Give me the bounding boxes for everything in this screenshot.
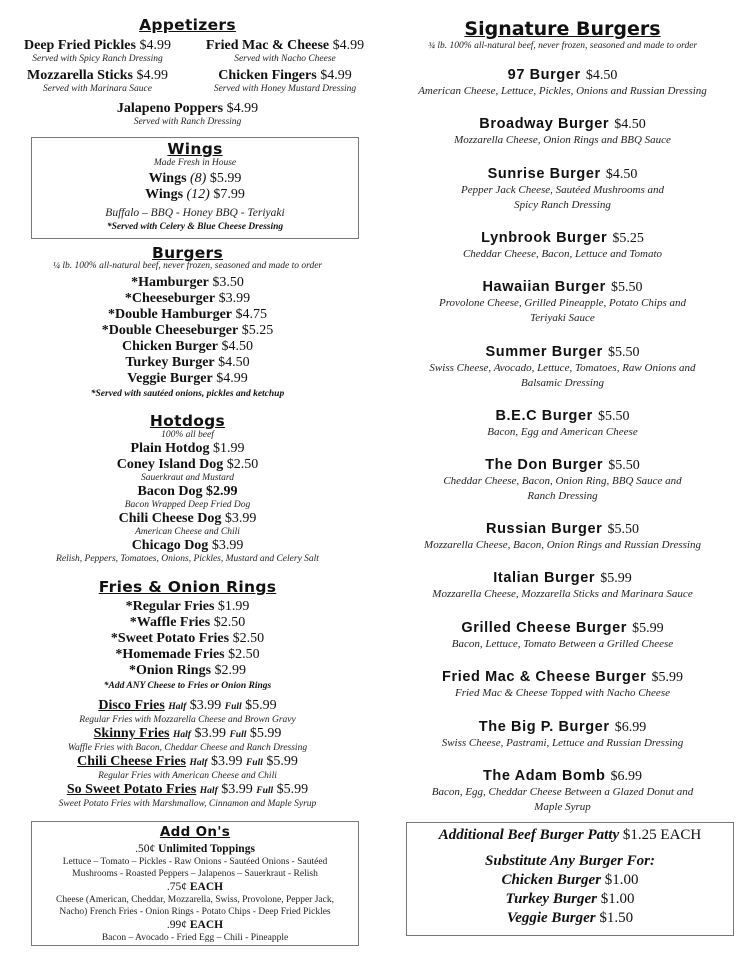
item-desc: Mozzarella Cheese, Bacon, Onion Rings and Russian Dressing (424, 539, 701, 551)
item-desc: Cheddar Cheese, Bacon, Lettuce and Tomato (462, 248, 663, 260)
item-name: Sunrise Burger (487, 166, 601, 182)
full-price: $5.99 (276, 782, 309, 797)
item-price: $2.99 (205, 484, 238, 499)
substitute-item (407, 871, 733, 890)
item-name: *Waffle Fries (129, 615, 211, 630)
burger-item (0, 371, 375, 387)
fries-item (0, 599, 375, 615)
burger-item (0, 339, 375, 355)
item-desc: Cheddar Cheese, Bacon, Onion Ring, BBQ Sauce and (443, 475, 682, 487)
addon-label: EACH (189, 881, 224, 893)
signature-item (375, 64, 750, 99)
item-name: Italian Burger (493, 570, 596, 586)
item-price: $7.99 (213, 187, 245, 202)
item-name: Lynbrook Burger (481, 230, 608, 246)
addon-items: Lettuce – Tomato – Pickles - Raw Onions - Sautéed Onions - Sautéed (62, 857, 328, 867)
appetizer-item (0, 38, 195, 65)
addon-group (32, 918, 358, 944)
signature-item (375, 716, 750, 751)
item-desc: Served with Nacho Cheese (234, 54, 336, 64)
item-desc: Teriyaki Sauce (530, 312, 595, 324)
appetizer-item (0, 101, 375, 128)
wings-item (32, 187, 358, 203)
item-price: $1.00 (604, 872, 639, 888)
hotdog-item (0, 538, 375, 554)
signature-item (375, 276, 750, 326)
signature-item (375, 617, 750, 652)
item-price: $4.99 (136, 68, 168, 83)
item-price: $3.99 (218, 291, 251, 306)
hotdog-item (0, 511, 375, 527)
item-name: The Big P. Burger (478, 719, 610, 735)
wings-flavors: Buffalo – BBQ - Honey BBQ - Teriyaki (105, 207, 285, 219)
burger-item (0, 355, 375, 371)
item-name: Chicken Burger (121, 339, 219, 354)
item-desc: Regular Fries with Mozzarella Cheese and Brown Gravy (79, 715, 296, 725)
item-price: $5.50 (607, 522, 639, 537)
item-name: *Regular Fries (125, 599, 215, 614)
full-label: Full (229, 730, 247, 740)
fries-heading: Fries & Onion Rings (98, 578, 277, 596)
signature-subtitle: ¾ lb. 100% all-natural beef, never frozen, seasoned and made to order (427, 41, 698, 51)
wings-subtitle: Made Fresh in House (153, 158, 237, 168)
item-name: Wings (148, 171, 187, 186)
addon-items: Cheese (American, Cheddar, Mozzarella, Swiss, Provolone, Pepper Jack, (56, 895, 334, 905)
half-label: Half (199, 786, 218, 796)
item-price: $5.25 (612, 231, 644, 246)
item-price: $2.99 (214, 663, 247, 678)
item-name: Disco Fries (98, 698, 165, 713)
item-desc: Sauerkraut and Mustard (140, 473, 235, 483)
signature-item (375, 518, 750, 553)
item-price: $4.50 (614, 117, 646, 132)
hotdog-item (0, 457, 375, 473)
item-price: $4.99 (216, 371, 248, 386)
substitute-item (407, 909, 733, 928)
item-price: $3.99 (211, 538, 244, 553)
item-name: Summer Burger (485, 344, 603, 360)
full-price: $5.99 (266, 754, 298, 769)
item-price: $5.50 (598, 409, 630, 424)
item-price: $3.99 (224, 511, 257, 526)
item-price: $4.99 (332, 38, 365, 53)
item-desc: Pepper Jack Cheese, Sautéed Mushrooms and (460, 184, 665, 196)
fries-item (0, 647, 375, 663)
fries-note: *Add ANY Cheese to Fries or Onion Rings (103, 681, 272, 691)
item-desc: Fried Mac & Cheese Topped with Nacho Cheese (455, 687, 670, 699)
addon-items: Nacho) French Fries - Onion Rings - Potato Chips - Deep Fried Pickles (59, 907, 331, 917)
fries-list (0, 599, 375, 679)
fries-item (0, 615, 375, 631)
addon-label: Unlimited Toppings (158, 843, 255, 855)
patty-price: $1.25 EACH (622, 827, 702, 843)
item-desc: Waffle Fries with Bacon, Cheddar Cheese and Ranch Dressing (67, 743, 308, 753)
item-desc: Swiss Cheese, Pastrami, Lettuce and Russian Dressing (441, 737, 684, 749)
item-name: Veggie Burger (506, 910, 596, 926)
wings-note: *Served with Celery & Blue Cheese Dressing (106, 222, 284, 232)
item-name: Hawaiian Burger (482, 279, 606, 295)
item-price: $4.99 (139, 38, 171, 53)
appetizer-item (195, 38, 375, 65)
full-price: $5.99 (249, 726, 282, 741)
item-price: $4.50 (218, 355, 250, 370)
addon-group (32, 842, 358, 880)
item-name: *Cheeseburger (124, 291, 216, 306)
item-price: $2.50 (232, 631, 265, 646)
item-price: $5.25 (241, 323, 274, 338)
item-name: Broadway Burger (479, 116, 610, 132)
signature-item (375, 163, 750, 213)
burgers-note: *Served with sautéed onions, pickles and ketchup (90, 389, 285, 399)
item-name: Bacon Dog (137, 484, 203, 499)
loaded-fries-item (0, 726, 375, 743)
wings-heading: Wings (167, 140, 223, 158)
loaded-fries-item (0, 698, 375, 715)
hotdogs-list (0, 441, 375, 565)
fries-item (0, 631, 375, 647)
full-label: Full (245, 758, 263, 768)
item-name: Turkey Burger (505, 891, 598, 907)
item-name: Fried Mac & Cheese (205, 38, 330, 53)
addon-items: Mushrooms - Roasted Peppers – Jalapenos – Sauerkraut - Relish (72, 869, 318, 879)
addon-price: .75¢ (166, 881, 187, 893)
item-desc: Relish, Peppers, Tomatoes, Onions, Pickles, Mustard and Celery Salt (56, 554, 319, 564)
item-desc: Provolone Cheese, Grilled Pineapple, Potato Chips and (438, 297, 687, 309)
item-name: The Don Burger (485, 457, 604, 473)
item-desc: Bacon, Lettuce, Tomato Between a Grilled Cheese (451, 638, 674, 650)
wings-box (31, 137, 359, 239)
item-name: *Double Hamburger (107, 307, 233, 322)
item-desc: Sweet Potato Fries with Marshmallow, Cinnamon and Maple Syrup (58, 799, 317, 809)
item-desc: Balsamic Dressing (520, 377, 604, 389)
item-name: *Sweet Potato Fries (110, 631, 230, 646)
item-price: $2.50 (228, 647, 260, 662)
item-price: $5.50 (608, 458, 640, 473)
item-name: Chicken Burger (501, 872, 602, 888)
signature-item (375, 666, 750, 701)
item-desc: Bacon, Egg and American Cheese (487, 426, 638, 438)
item-name: *Homemade Fries (115, 647, 225, 662)
additional-patty (407, 826, 733, 845)
item-name: 97 Burger (507, 67, 581, 83)
item-name: Skinny Fries (93, 726, 170, 741)
item-name: B.E.C Burger (495, 408, 593, 424)
item-price: $2.50 (213, 615, 246, 630)
item-price: $5.99 (651, 670, 683, 685)
item-price: $5.50 (611, 280, 643, 295)
item-price: $4.50 (585, 68, 618, 83)
item-price: $5.50 (607, 345, 640, 360)
item-count: (12) (186, 187, 210, 202)
hotdogs-heading: Hotdogs (149, 412, 226, 430)
burger-item (0, 291, 375, 307)
item-name: Russian Burger (486, 521, 603, 537)
item-name: Wings (145, 187, 184, 202)
appetizer-item (0, 68, 195, 95)
item-name: Turkey Burger (125, 355, 215, 370)
item-name: Chicken Fingers (218, 68, 317, 83)
item-price: $5.99 (209, 171, 242, 186)
addon-price: .50¢ (135, 843, 156, 855)
signature-item (375, 227, 750, 262)
item-name: Deep Fried Pickles (24, 38, 136, 53)
item-price: $1.50 (599, 910, 634, 926)
item-desc: Swiss Cheese, Avocado, Lettuce, Tomatoes, Raw Onions and (429, 362, 696, 374)
addon-price: .99¢ (166, 919, 187, 931)
loaded-fries-item (0, 782, 375, 799)
half-label: Half (168, 702, 187, 712)
item-desc: Regular Fries with American Cheese and Chili (98, 771, 277, 781)
half-price: $3.99 (221, 782, 253, 797)
addon-group (32, 880, 358, 918)
full-label: Full (256, 786, 274, 796)
item-price: $5.99 (632, 621, 664, 636)
addon-items: Bacon – Avocado - Fried Egg – Chili - Pineapple (101, 933, 289, 943)
full-price: $5.99 (245, 698, 277, 713)
item-name: Jalapeno Poppers (116, 101, 224, 116)
item-name: Chicago Dog (131, 538, 209, 553)
item-desc: Mozzarella Cheese, Mozzarella Sticks and Marinara Sauce (432, 588, 693, 600)
appetizers-heading: Appetizers (139, 16, 236, 34)
item-price: $4.99 (320, 68, 352, 83)
item-price: $6.99 (614, 720, 647, 735)
substitute-title-text: Substitute Any Burger For: (485, 853, 655, 869)
signature-item (375, 405, 750, 440)
item-name: The Adam Bomb (482, 768, 606, 784)
item-price: $1.99 (212, 441, 245, 456)
half-price: $3.99 (194, 726, 226, 741)
signature-item (375, 113, 750, 148)
signature-item (375, 454, 750, 504)
hotdog-item (0, 441, 375, 457)
fries-item (0, 663, 375, 679)
item-name: Grilled Cheese Burger (461, 620, 628, 636)
item-name: *Hamburger (131, 275, 209, 290)
item-desc: Ranch Dressing (527, 490, 598, 502)
half-label: Half (189, 758, 208, 768)
item-price: $3.50 (212, 275, 244, 290)
burger-item (0, 323, 375, 339)
signature-heading: Signature Burgers (464, 18, 661, 40)
burgers-subtitle: ¼ lb. 100% all-natural beef, never frozen, seasoned and made to order (52, 261, 323, 271)
item-price: $4.99 (226, 101, 259, 116)
item-desc: Mozzarella Cheese, Onion Rings and BBQ Sauce (454, 134, 671, 146)
burger-item (0, 307, 375, 323)
addons-box (31, 821, 359, 946)
substitute-title (407, 852, 733, 871)
item-price: $4.75 (235, 307, 268, 322)
half-price: $3.99 (210, 754, 243, 769)
item-price: $1.00 (600, 891, 635, 907)
addons-heading: Add On's (159, 824, 231, 840)
item-price: $5.99 (600, 571, 632, 586)
half-label: Half (173, 730, 191, 740)
item-price: $4.50 (221, 339, 254, 354)
addon-label: EACH (189, 919, 224, 931)
item-desc: Served with Marinara Sauce (43, 84, 152, 94)
item-price: $4.50 (605, 167, 638, 182)
item-price: $6.99 (610, 769, 643, 784)
item-name: Veggie Burger (127, 371, 213, 386)
item-desc: Spicy Ranch Dressing (514, 199, 611, 211)
item-name: Plain Hotdog (130, 441, 210, 456)
full-label: Full (224, 702, 242, 712)
signature-item (375, 567, 750, 602)
item-name: So Sweet Potato Fries (66, 782, 197, 797)
wings-item (32, 171, 358, 187)
burgers-heading: Burgers (151, 244, 224, 262)
item-desc: Served with Honey Mustard Dressing (213, 84, 357, 94)
item-name: Chili Cheese Fries (77, 754, 186, 769)
signature-item (375, 765, 750, 815)
substitute-item (407, 890, 733, 909)
item-name: Coney Island Dog (116, 457, 224, 472)
item-desc: Served with Ranch Dressing (133, 117, 242, 127)
signature-item (375, 341, 750, 391)
item-price: $1.99 (217, 599, 250, 614)
item-desc: Bacon, Egg, Cheddar Cheese Between a Glazed Donut and (431, 786, 694, 798)
item-desc: American Cheese, Lettuce, Pickles, Onions and Russian Dressing (418, 85, 707, 97)
patty-label: Additional Beef Burger Patty (438, 827, 620, 843)
item-desc: Served with Spicy Ranch Dressing (32, 54, 163, 64)
loaded-fries-item (0, 754, 375, 771)
extras-box (406, 822, 734, 936)
item-name: Chili Cheese Dog (118, 511, 222, 526)
item-name: Fried Mac & Cheese Burger (442, 669, 647, 685)
item-desc: American Cheese and Chili (135, 527, 240, 537)
item-count: (8) (190, 171, 207, 186)
appetizer-item (195, 68, 375, 95)
item-desc: Bacon Wrapped Deep Fried Dog (124, 500, 251, 510)
item-desc: Maple Syrup (534, 801, 591, 813)
loaded-fries-list (0, 698, 375, 810)
hotdog-item (0, 484, 375, 500)
item-name: *Onion Rings (128, 663, 212, 678)
burger-item (0, 275, 375, 291)
item-price: $2.50 (226, 457, 259, 472)
half-price: $3.99 (189, 698, 222, 713)
item-name: *Double Cheeseburger (101, 323, 239, 338)
burgers-list (0, 275, 375, 387)
hotdogs-subtitle: 100% all beef (161, 430, 214, 440)
item-name: Mozzarella Sticks (27, 68, 133, 83)
